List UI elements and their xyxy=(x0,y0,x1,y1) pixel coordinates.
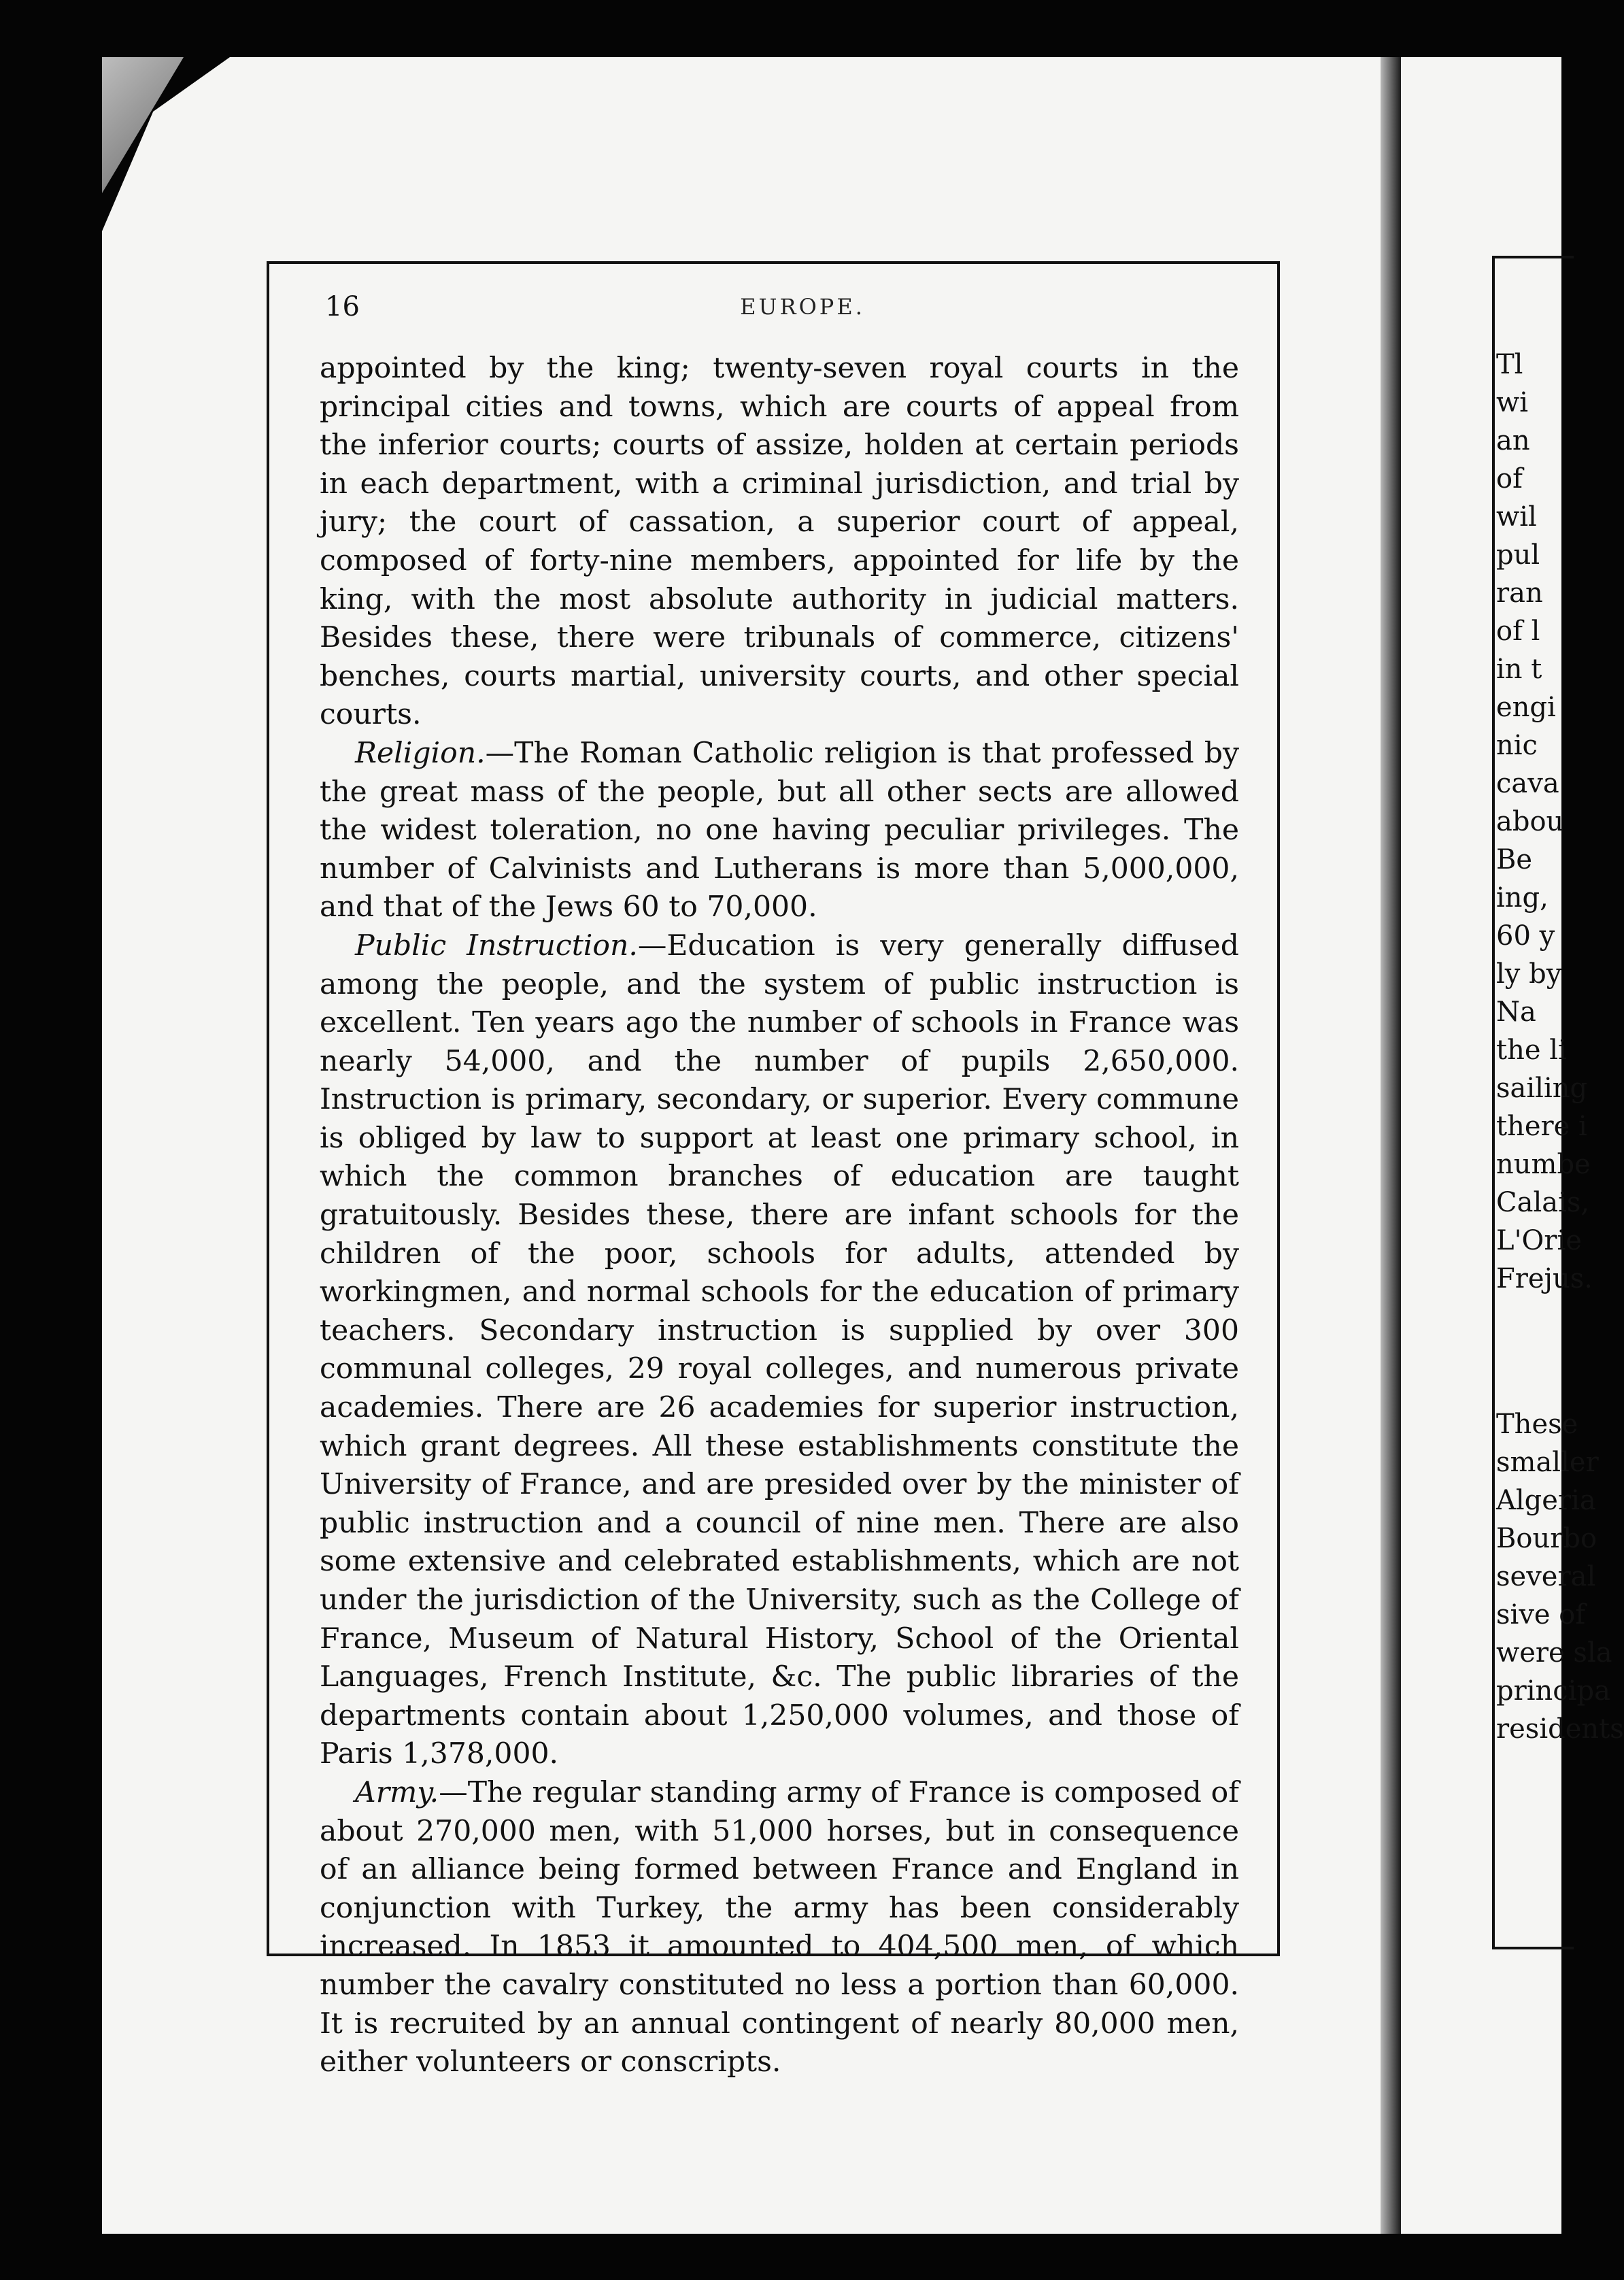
fragment-line: the li xyxy=(1496,1035,1567,1066)
fragment-line: wil xyxy=(1496,501,1537,533)
fragment-line: 60 y xyxy=(1496,920,1555,952)
fragment-line: Bourbo xyxy=(1496,1523,1597,1554)
paragraph-religion xyxy=(320,735,1239,927)
fragment-line: These xyxy=(1496,1409,1578,1440)
fragment-line: an xyxy=(1496,425,1530,456)
paragraph-body: —Education is very generally diffused among the people, and the system of public instruction is excellent. Ten years ago the number of schools in France was nearly 54,000, and the number of pupils 2,650,000. Instruction is primary, secondary, or superior. Every commune is obliged by law to support at least one primary school, in which the common branches of education are taught gratuitously. Besides these, there are infant schools for the children of the poor, schools for adults, attended by workingmen, and normal schools for the education of primary teachers. Secondary instruction is supplied by over 300 communal colleges, 29 royal colleges, and numerous private academies. There are 26 academies for superior instruction, which grant degrees. All these establishments constitute the University of France, and are presided over by the minister of public instruction and a council of nine men. There are also some extensive and celebrated establishments, which are not under the jurisdiction of the University, such as the College of France, Museum of Natural History, School of the Oriental Languages, French Institute, &c. The public libraries of the departments contain about 1,250,000 volumes, and those of Paris 1,378,000. xyxy=(320,928,1239,1771)
fragment-line: sailing xyxy=(1496,1073,1588,1104)
fragment-line: there i xyxy=(1496,1111,1587,1142)
page-gutter xyxy=(1381,57,1401,2234)
fragment-line: abou xyxy=(1496,806,1564,837)
fragment-line: Na xyxy=(1496,996,1536,1028)
fragment-line: sive of xyxy=(1496,1599,1586,1630)
fragment-line: numbe xyxy=(1496,1149,1591,1180)
fragment-line: were sla xyxy=(1496,1637,1612,1669)
fragment-line: pul xyxy=(1496,539,1540,571)
paragraph-army xyxy=(320,1774,1239,2082)
running-head: EUROPE. xyxy=(740,294,865,320)
fragment-line: engi xyxy=(1496,692,1556,723)
paragraph-lead: Public Instruction. xyxy=(355,928,638,962)
fragment-line: smaller xyxy=(1496,1447,1599,1478)
facing-page-fragment-top xyxy=(1496,346,1593,1298)
fragment-line: several xyxy=(1496,1561,1596,1592)
fragment-line: Algeria xyxy=(1496,1485,1596,1516)
page-number: 16 xyxy=(325,291,360,322)
fragment-line: Tl xyxy=(1496,349,1523,380)
body-text xyxy=(320,350,1239,2082)
fragment-line: principa xyxy=(1496,1675,1610,1707)
fragment-line: ran xyxy=(1496,577,1543,609)
paragraph-body: appointed by the king; twenty-seven royal courts in the principal cities and towns, which are courts of appeal from the inferior courts; courts of assize, holden at certain periods in each department, with a criminal jurisdiction, and trial by jury; the court of cassation, a superior court of appeal, composed of forty-nine members, appointed for life by the king, with the most absolute authority in judicial matters. Besides these, there were tribunals of commerce, citizens' benches, courts martial, university courts, and other special courts. xyxy=(320,352,1239,732)
fragment-line: in t xyxy=(1496,654,1542,685)
fragment-line: cava xyxy=(1496,768,1559,799)
fragment-line: Calais, xyxy=(1496,1187,1590,1218)
facing-page-fragment-bottom xyxy=(1496,1405,1624,1748)
fragment-line: of xyxy=(1496,463,1523,494)
fragment-line: residents xyxy=(1496,1713,1624,1745)
paragraph-body: —The regular standing army of France is composed of about 270,000 men, with 51,000 horses, but in consequence of an alliance being formed between France and England in conjunction with Turkey, the army has been considerably increased. In 1853 it amounted to 404,500 men, of which number the cavalry constituted no less a portion than 60,000. It is recruited by an annual contingent of nearly 80,000 men, either volunteers or conscripts. xyxy=(320,1775,1239,2079)
fragment-line: of l xyxy=(1496,616,1540,647)
paragraph-public-instruction xyxy=(320,927,1239,1774)
paragraph-lead: Religion. xyxy=(355,736,486,770)
fragment-line: Frejus. xyxy=(1496,1263,1593,1294)
paragraph-body: —The Roman Catholic religion is that professed by the great mass of the people, but all other sects are allowed the widest toleration, no one having peculiar privileges. The number of Calvinists and Lutherans is more than 5,000,000, and that of the Jews 60 to 70,000. xyxy=(320,736,1239,924)
fragment-line: ly by xyxy=(1496,958,1562,990)
fragment-line: Be xyxy=(1496,844,1533,875)
fragment-line: wi xyxy=(1496,387,1529,418)
paragraph-courts xyxy=(320,350,1239,735)
fragment-line: L'Orie xyxy=(1496,1225,1582,1256)
fragment-line: nic xyxy=(1496,730,1538,761)
fragment-line: ing, xyxy=(1496,882,1549,913)
paragraph-lead: Army. xyxy=(355,1775,439,1809)
